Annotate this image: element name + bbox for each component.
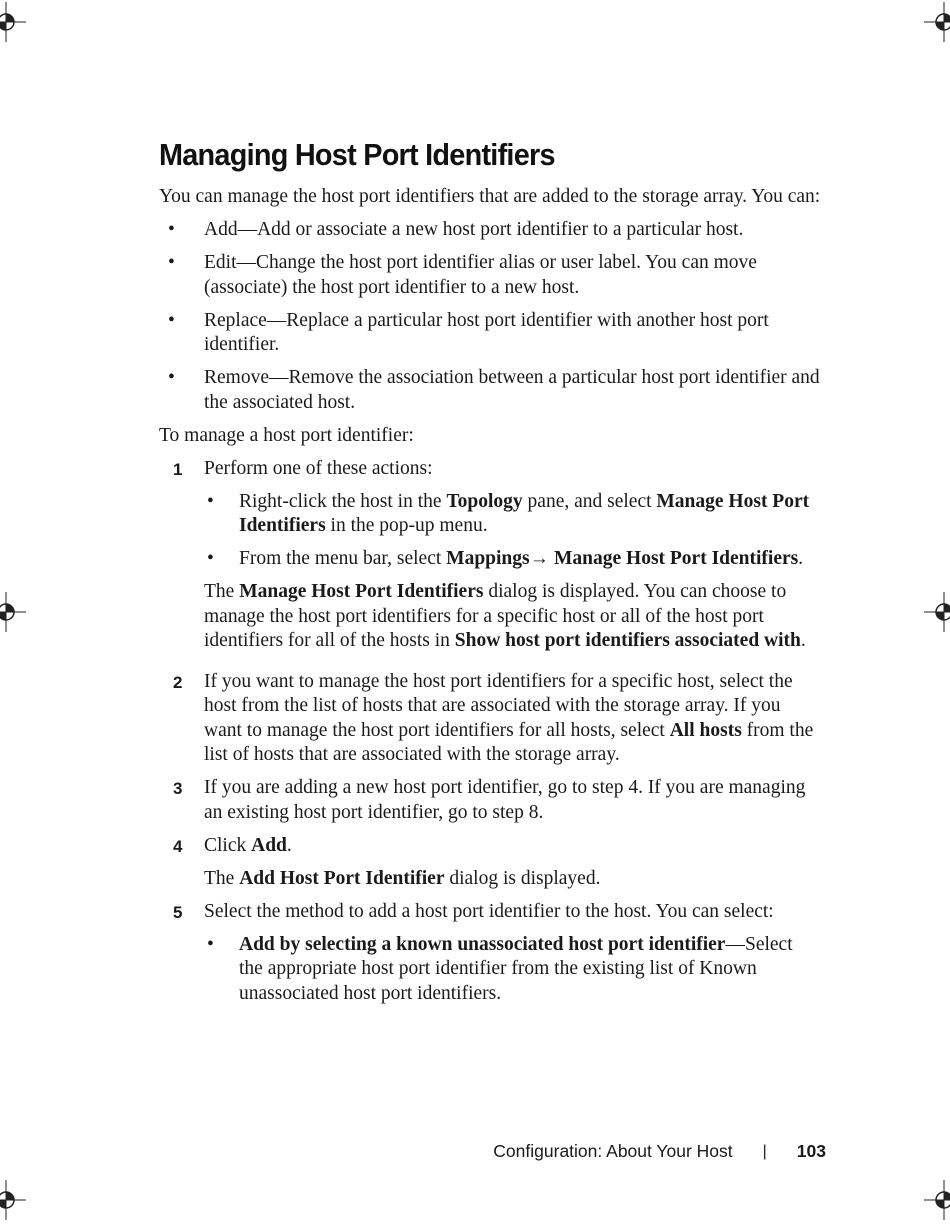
page-body bbox=[159, 185, 821, 1015]
page-number: 103 bbox=[796, 1141, 826, 1161]
step-text: Perform one of these actions: bbox=[204, 457, 433, 479]
bullet: • bbox=[168, 252, 175, 273]
step-item bbox=[159, 900, 821, 1007]
list-item bbox=[204, 547, 821, 572]
bullet: • bbox=[207, 490, 214, 512]
sub-options-list bbox=[204, 490, 821, 572]
text-run: The bbox=[204, 581, 240, 602]
page-title: Managing Host Port Identifiers bbox=[159, 137, 555, 172]
ui-term: Add Host Port Identifier bbox=[239, 867, 445, 889]
registration-mark-mid-left bbox=[0, 592, 26, 632]
options-list bbox=[159, 218, 821, 415]
step-result bbox=[204, 580, 821, 654]
step-text bbox=[204, 670, 821, 768]
ui-term: Add by selecting a known unassociated host port identifier bbox=[239, 933, 726, 955]
ui-term: Manage Host Port Identifiers bbox=[239, 581, 484, 602]
text-run: The bbox=[204, 867, 240, 889]
step-item bbox=[159, 834, 821, 892]
step-text: If you are adding a new host port identifier, go to step 4. If you are managing an existing host port identifier, go to step 8. bbox=[204, 777, 806, 823]
registration-mark-top-left bbox=[0, 2, 26, 42]
step-text: Select the method to add a host port identifier to the host. You can select: bbox=[204, 900, 774, 922]
option-text: Edit—Change the host port identifier alias or user label. You can move (associate) the host port identifier to a new host. bbox=[204, 252, 757, 298]
step-item bbox=[159, 776, 821, 825]
option-text: Add—Add or associate a new host port identifier to a particular host. bbox=[204, 219, 744, 240]
text-run: Click bbox=[204, 834, 252, 856]
list-item bbox=[204, 933, 821, 1007]
step-number: 5 bbox=[173, 902, 183, 922]
procedure-lead: To manage a host port identifier: bbox=[159, 424, 414, 446]
sub-options-list bbox=[204, 933, 821, 1007]
option-text: Replace—Replace a particular host port identifier with another host port identifier. bbox=[204, 309, 769, 355]
text-run: . bbox=[800, 630, 806, 651]
procedure-steps bbox=[159, 457, 821, 1007]
list-item bbox=[204, 490, 821, 539]
bullet: • bbox=[168, 367, 175, 388]
list-item bbox=[159, 218, 821, 243]
text-run: . bbox=[798, 548, 804, 569]
bullet: • bbox=[168, 219, 175, 240]
text-run: from the list of hosts that are associated with the storage array. bbox=[204, 719, 814, 765]
step-number: 2 bbox=[173, 672, 183, 692]
text-run: . bbox=[286, 834, 292, 856]
step-number: 3 bbox=[173, 779, 183, 798]
step-number: 4 bbox=[173, 836, 183, 856]
step-text bbox=[204, 834, 821, 859]
list-item bbox=[159, 251, 821, 300]
ui-term: All hosts bbox=[669, 719, 742, 741]
list-item bbox=[159, 366, 821, 415]
step-item bbox=[159, 457, 821, 654]
text-run: From the menu bar, select bbox=[239, 548, 447, 569]
step-result bbox=[204, 867, 821, 892]
footer-section-title: Configuration: About Your Host bbox=[493, 1141, 733, 1161]
registration-mark-top-right bbox=[924, 2, 950, 42]
ui-term: Show host port identifiers associated with bbox=[454, 630, 801, 651]
bullet: • bbox=[207, 548, 214, 569]
text-run: in the pop-up menu. bbox=[325, 515, 488, 536]
text-run: If you want to manage the host port identifiers for a specific host, select the host from the list of hosts that are associated with the storage array. If you want to manage the host port identifiers for all hosts, select bbox=[204, 670, 793, 741]
ui-term: Topology bbox=[446, 490, 523, 512]
ui-term: Manage Host Port Identifiers bbox=[239, 490, 810, 536]
option-text: Remove—Remove the association between a particular host port identifier and the associated host. bbox=[204, 367, 820, 413]
ui-term: Mappings→ Manage Host Port Identifiers bbox=[446, 548, 799, 569]
page-footer bbox=[493, 1141, 826, 1162]
footer-separator: | bbox=[762, 1142, 767, 1160]
registration-mark-bottom-left bbox=[0, 1180, 26, 1220]
list-item bbox=[159, 309, 821, 358]
registration-mark-mid-right bbox=[924, 592, 950, 632]
registration-mark-bottom-right bbox=[924, 1180, 950, 1220]
text-run: pane, and select bbox=[522, 490, 657, 512]
step-number: 1 bbox=[173, 459, 183, 479]
intro-paragraph: You can manage the host port identifiers that are added to the storage array. You can: bbox=[159, 186, 821, 207]
text-run: dialog is displayed. bbox=[444, 867, 601, 889]
bullet: • bbox=[207, 933, 214, 955]
text-run: —Select the appropriate host port identifier from the existing list of Known unassociated host port identifiers. bbox=[239, 933, 793, 1004]
ui-term: Add bbox=[251, 834, 287, 856]
text-run: dialog is displayed. You can choose to manage the host port identifiers for a specific host or all of the host port identifiers for all of the hosts in bbox=[204, 581, 787, 651]
bullet: • bbox=[168, 309, 175, 331]
text-run: Right-click the host in the bbox=[239, 490, 447, 512]
step-item bbox=[159, 670, 821, 768]
